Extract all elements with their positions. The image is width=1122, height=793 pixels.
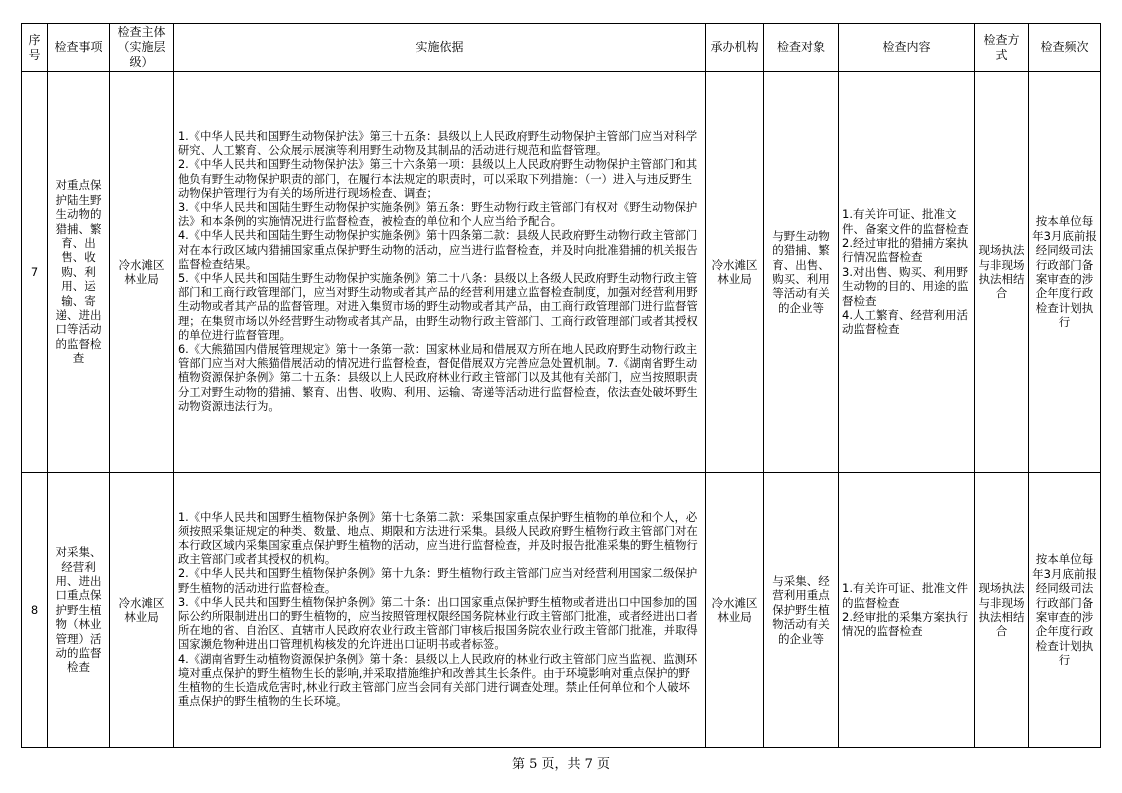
content-text: 1.有关许可证、批准文件的监督检查 2.经审批的采集方案执行情况的监督检查	[842, 581, 968, 639]
cell-frequency: 按本单位每年3月底前报经同级司法行政部门备案审查的涉企年度行政检查计划执行	[1029, 72, 1101, 473]
cell-basis	[174, 473, 706, 748]
table-row	[22, 72, 1101, 473]
basis-text: 1.《中华人民共和国野生植物保护条例》第十七条第二款：采集国家重点保护野生植物的单位和个人，必须按照采集证规定的种类、数量、地点、期限和方法进行采集。县级人民政府野生植物行政主管部门对在本行政区域内采集国家重点保护野生植物的活动，应当进行监督检查，并及时报告批准采集的野生植物行政主管部门或者其授权的机构。 2.《中华人民共和国野生植物保护条例》第十九条：野生植物行政主管部门应当对经营利用国家二级保护野生植物的活动进行监督检查。 3.《中华人民共和国野生植物保护条例》第二十条：出口国家重点保护野生植物或者进出口中国参加的国际公约所限制进出口的野生植物的，应当按照管理权限经国务院林业行政主管部门批准，或者经进出口者所在地的省、自治区、直辖市人民政府农业行政主管部门审核后报国务院农业行政主管部门批准，并取得国家濒危物种进出口管理机构核发的允许进出口证明书或者标签。 4.《湖南省野生动植物资源保护条例》第十条：县级以上人民政府的林业行政主管部门应当监视、监测环境对重点保护的野生植物生长的影响,并采取措施维护和改善其生长条件。由于环境影响对重点保护的野生植物的生长造成危害时,林业行政主管部门应当会同有关部门进行调查处理。禁止任何单位和个人破坏重点保护的野生植物的生长环境。	[178, 510, 698, 709]
basis-text: 1.《中华人民共和国野生动物保护法》第三十五条：县级以上人民政府野生动物保护主管部门应当对科学研究、人工繁育、公众展示展演等利用野生动物及其制品的活动进行规范和监督管理。 2.《中华人民共和国野生动物保护法》第三十六条第一项：县级以上人民政府野生动物保护主管部门和其他负有野生动物保护职责的部门，在履行本法规定的职责时，可以采取下列措施：（一）进入与违反野生动物保护管理行为有关的场所进行现场检查、调查； 3.《中华人民共和国陆生野生动物保护实施条例》第五条：野生动物行政主管部门有权对《野生动物保护法》和本条例的实施情况进行监督检查，被检查的单位和个人应当给予配合。 4.《中华人民共和国陆生野生动物保护实施条例》第十四条第二款：县级人民政府野生动物行政主管部门对在本行政区域内猎捕国家重点保护野生动物的活动，应当进行监督检查，并及时向批准猎捕的机关报告监督检查结果。 5.《中华人民共和国陆生野生动物保护实施条例》第二十八条：县级以上各级人民政府野生动物行政主管部门和工商行政管理部门，应当对野生动物或者其产品的经营利用建立监督检查制度，加强对经营利用野生动物或者其产品的监督管理。对进入集贸市场的野生动物或者其产品，由工商行政管理部门进行监督管理；在集贸市场以外经营野生动物或者其产品，由野生动物行政主管部门、工商行政管理部门或者其授权的单位进行监督管理。 6.《大熊猫国内借展管理规定》第十一条第一款：国家林业局和借展双方所在地人民政府野生动物行政主管部门应当对大熊猫借展活动的情况进行监督检查，督促借展双方完善应急处置机制。7.《湖南省野生动植物资源保护条例》第二十五条：县级以上人民政府林业行政主管部门以及其他有关部门，应当按照职责分工对野生动物的猎捕、繁育、出售、收购、利用、运输、寄递等活动进行监督检查，依法查处破坏野生动物资源违法行为。	[178, 129, 698, 413]
cell-method: 现场执法与非现场执法相结合	[975, 473, 1029, 748]
cell-subject: 冷水滩区林业局	[110, 72, 174, 473]
header-item: 检查事项	[48, 24, 110, 72]
header-subject: 检查主体（实施层级）	[110, 24, 174, 72]
cell-subject: 冷水滩区林业局	[110, 473, 174, 748]
cell-agency: 冷水滩区林业局	[706, 473, 764, 748]
header-agency: 承办机构	[706, 24, 764, 72]
table-row	[22, 473, 1101, 748]
cell-item: 对重点保护陆生野生动物的猎捕、繁育、出售、收购、利用、运输、寄递、进出口等活动的监督检查	[48, 72, 110, 473]
header-seq: 序号	[22, 24, 48, 72]
page-footer: 第 5 页，共 7 页	[511, 757, 611, 772]
cell-seq: 8	[22, 473, 48, 748]
header-row	[22, 24, 1101, 72]
inspection-table	[21, 23, 1101, 748]
cell-basis	[174, 72, 706, 473]
header-frequency: 检查频次	[1029, 24, 1101, 72]
cell-target: 与野生动物的猎捕、繁育、出售、购买、利用等活动有关的企业等	[764, 72, 839, 473]
cell-seq: 7	[22, 72, 48, 473]
cell-agency: 冷水滩区林业局	[706, 72, 764, 473]
content-text: 1.有关许可证、批准文件、备案文件的监督检查 2.经过审批的猎捕方案执行情况监督检查 3.对出售、购买、利用野生动物的目的、用途的监督检查 4.人工繁育、经营利用活动监督检查	[842, 207, 969, 337]
header-content: 检查内容	[839, 24, 975, 72]
cell-method: 现场执法与非现场执法相结合	[975, 72, 1029, 473]
cell-content	[839, 72, 975, 473]
header-target: 检查对象	[764, 24, 839, 72]
cell-content	[839, 473, 975, 748]
cell-frequency: 按本单位每年3月底前报经同级司法行政部门备案审查的涉企年度行政检查计划执行	[1029, 473, 1101, 748]
header-method: 检查方式	[975, 24, 1029, 72]
cell-target: 与采集、经营利用重点保护野生植物活动有关的企业等	[764, 473, 839, 748]
cell-item: 对采集、经营利用、进出口重点保护野生植物（林业管理）活动的监督检查	[48, 473, 110, 748]
header-basis: 实施依据	[174, 24, 706, 72]
